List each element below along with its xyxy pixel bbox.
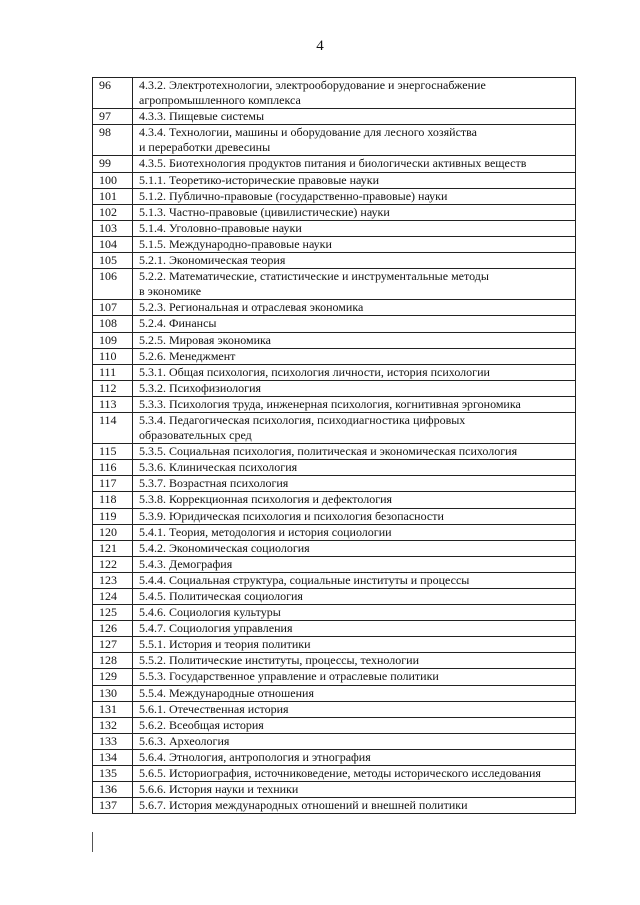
table-row (93, 412, 576, 443)
specialty-name: 5.4.1. Теория, методология и история социологии (133, 524, 576, 540)
row-number: 104 (93, 236, 133, 252)
row-number: 131 (93, 701, 133, 717)
page-number: 4 (316, 38, 324, 54)
specialties-table (92, 77, 576, 814)
table-row (93, 444, 576, 460)
table-row (93, 766, 576, 782)
specialty-name: 5.3.3. Психология труда, инженерная психология, когнитивная эргономика (133, 396, 576, 412)
table-row (93, 653, 576, 669)
table-row (93, 396, 576, 412)
row-number: 124 (93, 589, 133, 605)
table-row (93, 749, 576, 765)
specialty-name: 5.6.3. Археология (133, 733, 576, 749)
table-row (93, 669, 576, 685)
specialty-name: 4.3.4. Технологии, машины и оборудование для лесного хозяйства и переработки древесины (133, 125, 576, 156)
specialty-name: 5.3.7. Возрастная психология (133, 476, 576, 492)
specialty-name: 5.1.3. Частно-правовые (цивилистические) науки (133, 204, 576, 220)
row-number: 127 (93, 637, 133, 653)
row-number: 132 (93, 717, 133, 733)
row-number: 126 (93, 621, 133, 637)
table-row (93, 460, 576, 476)
specialty-name: 5.3.5. Социальная психология, политическая и экономическая психология (133, 444, 576, 460)
row-number: 99 (93, 156, 133, 172)
specialties-table-body (93, 78, 576, 814)
row-number: 118 (93, 492, 133, 508)
specialty-name: 5.1.5. Международно-правовые науки (133, 236, 576, 252)
specialty-name: 5.5.3. Государственное управление и отраслевые политики (133, 669, 576, 685)
specialty-name: 5.5.2. Политические институты, процессы, технологии (133, 653, 576, 669)
table-row (93, 300, 576, 316)
table-row (93, 236, 576, 252)
row-number: 96 (93, 78, 133, 109)
specialty-name: 5.2.4. Финансы (133, 316, 576, 332)
row-number: 98 (93, 125, 133, 156)
table-row (93, 508, 576, 524)
specialty-name: 5.2.3. Региональная и отраслевая экономика (133, 300, 576, 316)
row-number: 105 (93, 253, 133, 269)
table-row (93, 348, 576, 364)
table-row (93, 605, 576, 621)
table-row (93, 572, 576, 588)
table-row (93, 492, 576, 508)
row-number: 109 (93, 332, 133, 348)
specialty-name: 5.4.2. Экономическая социология (133, 540, 576, 556)
table-row (93, 156, 576, 172)
table-row (93, 782, 576, 798)
row-number: 115 (93, 444, 133, 460)
table-row (93, 637, 576, 653)
table-row (93, 556, 576, 572)
table-row (93, 798, 576, 814)
table-row (93, 717, 576, 733)
specialty-name: 5.3.2. Психофизиология (133, 380, 576, 396)
specialty-name: 5.3.9. Юридическая психология и психология безопасности (133, 508, 576, 524)
table-row (93, 332, 576, 348)
table-row (93, 188, 576, 204)
table-row (93, 109, 576, 125)
table-row (93, 172, 576, 188)
specialty-name: 5.1.1. Теоретико-исторические правовые науки (133, 172, 576, 188)
table-row (93, 78, 576, 109)
specialty-name: 5.6.2. Всеобщая история (133, 717, 576, 733)
specialty-name: 5.6.1. Отечественная история (133, 701, 576, 717)
row-number: 136 (93, 782, 133, 798)
specialty-name: 5.6.6. История науки и техники (133, 782, 576, 798)
specialty-name: 5.5.1. История и теория политики (133, 637, 576, 653)
row-number: 116 (93, 460, 133, 476)
row-number: 102 (93, 204, 133, 220)
row-number: 97 (93, 109, 133, 125)
row-number: 134 (93, 749, 133, 765)
row-number: 133 (93, 733, 133, 749)
table-row (93, 476, 576, 492)
table-row (93, 733, 576, 749)
specialty-name: 5.3.1. Общая психология, психология личности, история психологии (133, 364, 576, 380)
row-number: 123 (93, 572, 133, 588)
specialty-name: 5.2.5. Мировая экономика (133, 332, 576, 348)
table-row (93, 364, 576, 380)
table-row (93, 540, 576, 556)
table-row (93, 380, 576, 396)
specialty-name: 5.2.6. Менеджмент (133, 348, 576, 364)
row-number: 135 (93, 766, 133, 782)
row-number: 128 (93, 653, 133, 669)
table-row (93, 269, 576, 300)
row-number: 103 (93, 220, 133, 236)
specialty-name: 5.6.4. Этнология, антропология и этнография (133, 749, 576, 765)
margin-rule (92, 832, 93, 852)
table-row (93, 685, 576, 701)
row-number: 130 (93, 685, 133, 701)
specialty-name: 4.3.5. Биотехнология продуктов питания и биологически активных веществ (133, 156, 576, 172)
row-number: 110 (93, 348, 133, 364)
specialty-name: 5.5.4. Международные отношения (133, 685, 576, 701)
table-row (93, 621, 576, 637)
specialty-name: 5.4.6. Социология культуры (133, 605, 576, 621)
row-number: 114 (93, 412, 133, 443)
row-number: 117 (93, 476, 133, 492)
row-number: 125 (93, 605, 133, 621)
row-number: 108 (93, 316, 133, 332)
row-number: 107 (93, 300, 133, 316)
specialty-name: 5.3.8. Коррекционная психология и дефектология (133, 492, 576, 508)
specialty-name: 5.6.5. Историография, источниковедение, методы исторического исследования (133, 766, 576, 782)
specialty-name: 5.4.3. Демография (133, 556, 576, 572)
specialty-name: 5.3.4. Педагогическая психология, психодиагностика цифровых образовательных сред (133, 412, 576, 443)
table-row (93, 316, 576, 332)
table-row (93, 524, 576, 540)
row-number: 112 (93, 380, 133, 396)
row-number: 101 (93, 188, 133, 204)
specialty-name: 5.4.7. Социология управления (133, 621, 576, 637)
specialty-name: 4.3.2. Электротехнологии, электрооборудование и энергоснабжение агропромышленного комплекса (133, 78, 576, 109)
specialty-name: 5.2.1. Экономическая теория (133, 253, 576, 269)
row-number: 121 (93, 540, 133, 556)
row-number: 122 (93, 556, 133, 572)
row-number: 137 (93, 798, 133, 814)
specialty-name: 5.1.2. Публично-правовые (государственно-правовые) науки (133, 188, 576, 204)
table-row (93, 204, 576, 220)
row-number: 129 (93, 669, 133, 685)
specialty-name: 5.2.2. Математические, статистические и инструментальные методы в экономике (133, 269, 576, 300)
specialty-name: 5.1.4. Уголовно-правовые науки (133, 220, 576, 236)
specialty-name: 5.4.5. Политическая социология (133, 589, 576, 605)
specialty-name: 4.3.3. Пищевые системы (133, 109, 576, 125)
table-row (93, 220, 576, 236)
specialty-name: 5.4.4. Социальная структура, социальные институты и процессы (133, 572, 576, 588)
row-number: 113 (93, 396, 133, 412)
specialty-name: 5.6.7. История международных отношений и внешней политики (133, 798, 576, 814)
table-row (93, 125, 576, 156)
row-number: 111 (93, 364, 133, 380)
row-number: 100 (93, 172, 133, 188)
row-number: 106 (93, 269, 133, 300)
row-number: 120 (93, 524, 133, 540)
row-number: 119 (93, 508, 133, 524)
table-row (93, 701, 576, 717)
table-row (93, 253, 576, 269)
specialty-name: 5.3.6. Клиническая психология (133, 460, 576, 476)
table-row (93, 589, 576, 605)
